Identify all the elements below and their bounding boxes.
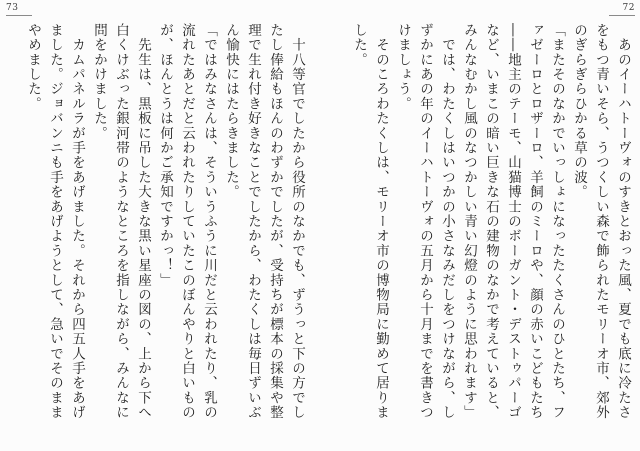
text-column: が、ほんとうは何かご承知ですかっ！」 (157, 23, 173, 288)
text-column: 「またそのなかでいっしょになったたくさんのひとたち、フ (549, 23, 565, 420)
text-column: ァゼーロとロザーロ、羊飼のミーロや、顔の赤いこどもたち (527, 23, 543, 420)
text-column: 理で生れ付き好きなことでしたから、わたくしは毎日ずいぶ (245, 23, 261, 420)
text-column: けましょう。 (395, 23, 411, 112)
page-number-left: 73 (6, 3, 32, 16)
text-column: ました。ジョバンニも手をあげようとして、急いでそのまま (47, 23, 63, 420)
page-text-right (346, 23, 634, 431)
text-column: をもつ青いそら、うつくしい森で飾られたモリーオ市、郊外 (593, 23, 609, 420)
text-column: カムパネルラが手をあげました。それから四五人手をあげ (69, 23, 85, 420)
text-column: では、わたくしはいつかの小さなみだしをつけながら、し (439, 23, 455, 420)
text-column: 先生は、黒板に吊した大きな黒い星座の図の、上から下へ (135, 23, 151, 420)
page-number-right: 72 (609, 3, 635, 16)
text-column: たし俸給もほんのわずかでしたが、受持ちが標本の採集や整 (267, 23, 283, 420)
text-column: 流れたあとだと云われたりしていたこのぼんやりと白いもの (179, 23, 195, 420)
text-column: した。 (351, 23, 367, 68)
text-column: そのころわたくしは、モリーオ市の博物局に勤めて居りま (373, 23, 389, 420)
text-column: ――地主のテーモ、山猫博士のボーガント・デストゥパーゴ (505, 23, 521, 420)
text-column: あのイーハトーヴォのすきとおった風、夏でも底に冷たさ (615, 23, 631, 420)
text-column: 問をかけました。 (91, 23, 107, 141)
text-column: 白くけぶった銀河帯のようなところを指しながら、みんなに (113, 23, 129, 420)
page-text-left (20, 23, 308, 431)
page-right (320, 0, 640, 451)
text-column: みんなむかし風のなつかしい青い幻燈のように思われます」 (461, 23, 477, 420)
text-column: ずかにあの年のイーハトーヴォの五月から十月までを書きつ (417, 23, 433, 420)
text-column: など、いまこの暗い巨きな石の建物のなかで考えていると、 (483, 23, 499, 420)
text-column: 十八等官でしたから役所のなかでも、ずうっと下の方でし (289, 23, 305, 420)
text-column: ん愉快にはたらきました。 (223, 23, 239, 200)
text-column: やめました。 (25, 23, 41, 112)
text-column: 「ではみなさんは、そういうふうに川だと云われたり、乳の (201, 23, 217, 420)
text-column: のぎらぎらひかる草の波。 (571, 23, 587, 200)
